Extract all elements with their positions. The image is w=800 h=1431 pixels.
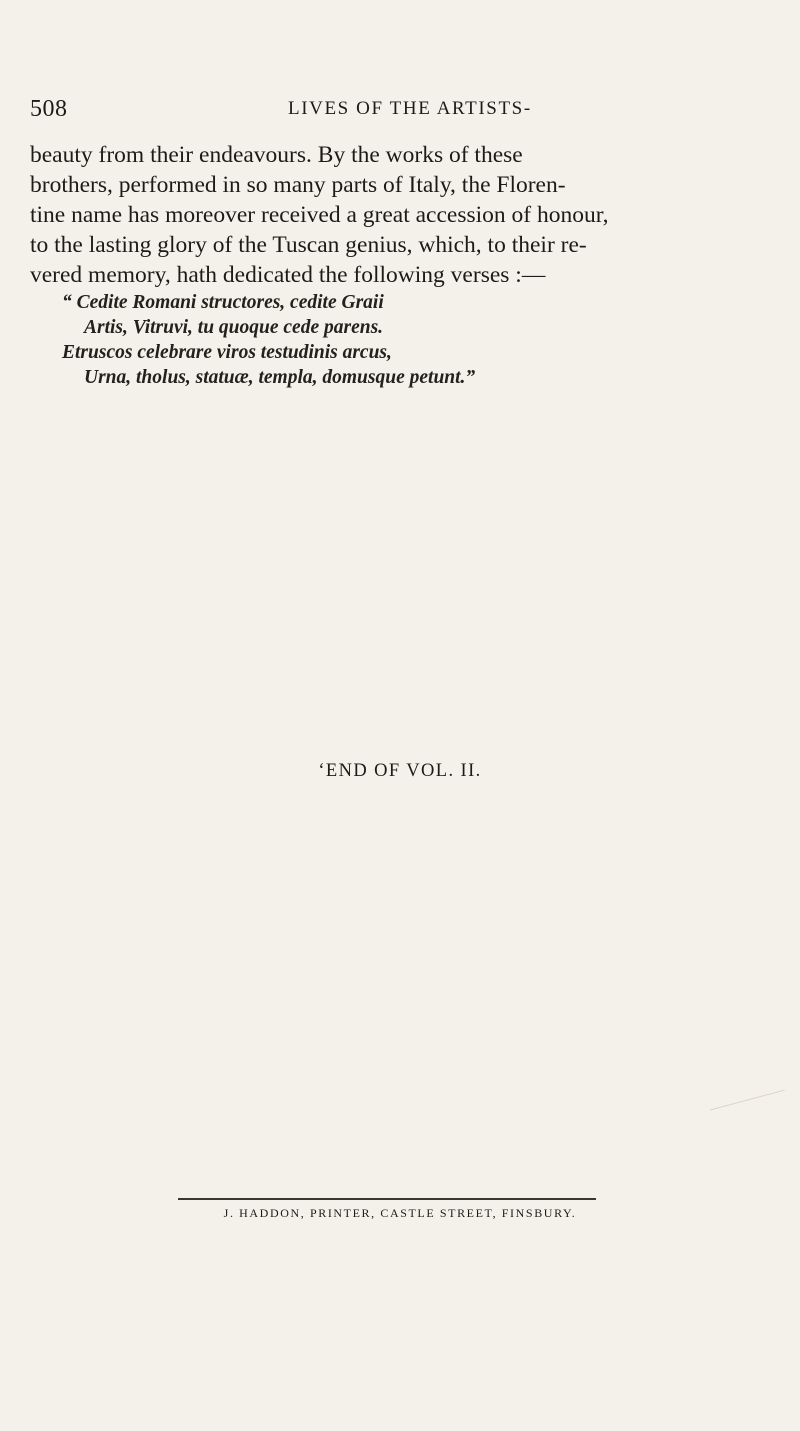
body-paragraph xyxy=(30,140,762,290)
page-number: 508 xyxy=(30,96,68,122)
verse-line: “ Cedite Romani structores, cedite Graii xyxy=(62,292,384,313)
body-line: tine name has moreover received a great accession of honour, xyxy=(30,202,609,228)
printer-imprint: J. HADDON, PRINTER, CASTLE STREET, FINSBURY. xyxy=(223,1206,577,1220)
paper-stain xyxy=(690,1090,790,1350)
verse-line: Etruscos celebrare viros testudinis arcus, xyxy=(62,342,392,363)
imprint-rule xyxy=(178,1198,596,1200)
verse-line: Urna, tholus, statuæ, templa, domusque petunt.” xyxy=(84,367,476,388)
verse-line: Artis, Vitruvi, tu quoque cede parens. xyxy=(84,317,384,338)
body-line: brothers, performed in so many parts of Italy, the Floren- xyxy=(30,172,566,198)
body-line: to the lasting glory of the Tuscan genius, which, to their re- xyxy=(30,232,587,258)
latin-verse xyxy=(62,290,762,390)
running-head xyxy=(30,96,775,126)
running-title: LIVES OF THE ARTISTS- xyxy=(288,98,532,119)
body-line: vered memory, hath dedicated the following verses :— xyxy=(30,262,546,288)
body-line: beauty from their endeavours. By the works of these xyxy=(30,142,523,168)
end-of-volume-note: ‘END OF VOL. II. xyxy=(318,761,482,781)
